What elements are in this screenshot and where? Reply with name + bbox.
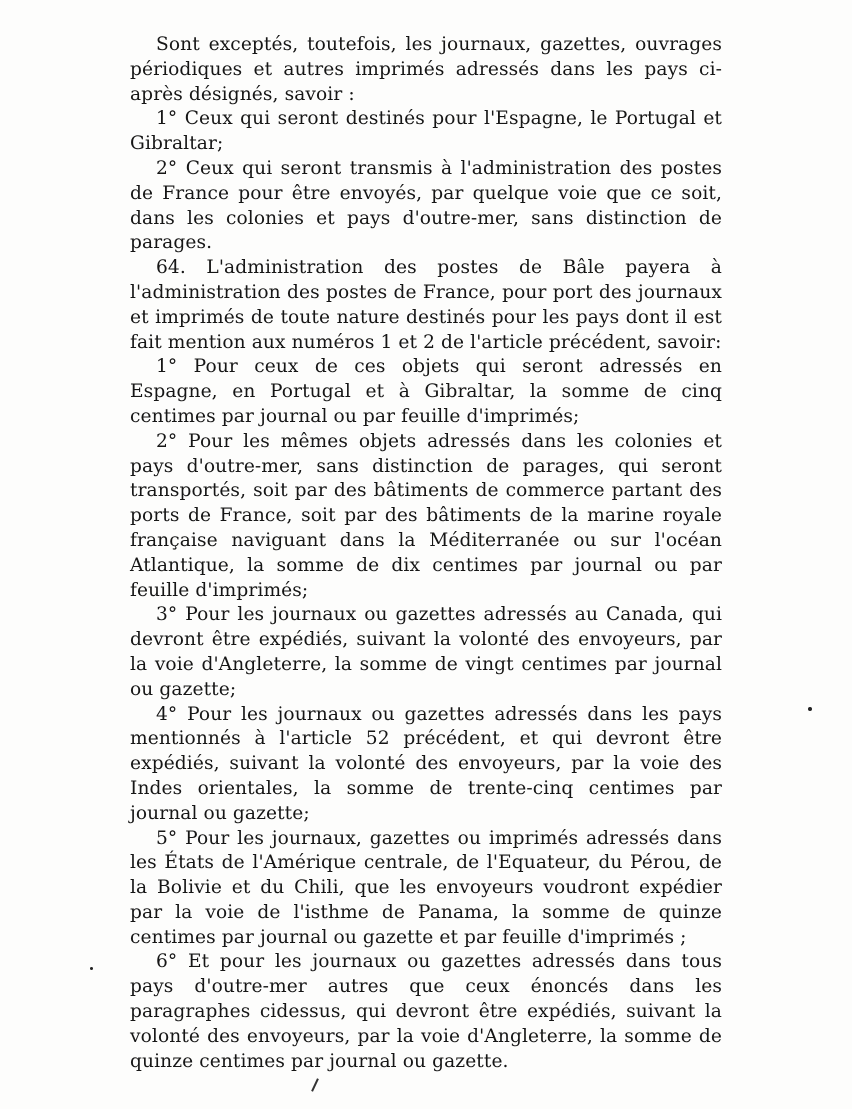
paragraph-article-64: 64. L'administration des postes de Bâle payera à l'administration des postes de France, pour port des journaux et imprimés de toute nature destinés pour les pays dont il est fait mention aux numéros 1 et 2 de l'article précédent, savoir: [130, 257, 722, 353]
scan-mark [311, 1078, 319, 1092]
paragraph-rate-4-east-indies: 4° Pour les journaux ou gazettes adressés dans les pays mentionnés à l'article 52 précédent, et qui devront être expédiés, suivant la volonté des envoyeurs, par la voie des Indes orientales, la somme de trente-cinq centimes par journal ou gazette; [130, 703, 722, 824]
paragraph-rate-6-overseas: 6° Et pour les journaux ou gazettes adressés dans tous pays d'outre-mer autres que ceux énoncés dans les paragraphes cidessus, qui devront être expédiés, suivant la volonté des envoyeurs, par la voie d'Angleterre, la somme de quinze centimes par journal ou gazette. [130, 951, 722, 1072]
paragraph-rate-3-canada: 3° Pour les journaux ou gazettes adressés au Canada, qui devront être expédiés, suivant la volonté des envoyeurs, par la voie d'Angleterre, la somme de vingt centimes par journal ou gazette; [130, 604, 722, 700]
paragraph-rate-1-spain: 1° Pour ceux de ces objets qui seront adressés en Espagne, en Portugal et à Gibraltar, la somme de cinq centimes par journal ou par feuille d'imprimés; [130, 356, 722, 427]
document-body [130, 33, 722, 1074]
ink-speck [90, 967, 93, 970]
paragraph-rate-2-colonies: 2° Pour les mêmes objets adressés dans les colonies et pays d'outre-mer, sans distinction de parages, qui seront transportés, soit par des bâtiments de commerce partant des ports de France, soit par des bâtiments de la marine royale française naviguant dans la Méditerranée ou sur l'océan Atlantique, la somme de dix centimes par journal ou par feuille d'imprimés; [130, 430, 722, 601]
paragraph-item-2-colonies: 2° Ceux qui seront transmis à l'administration des postes de France pour être envoyés, par quelque voie que ce soit, dans les colonies et pays d'outre-mer, sans distinction de parages. [130, 157, 722, 254]
paragraph-rate-5-central-america: 5° Pour les journaux, gazettes ou imprimés adressés dans les États de l'Amérique centrale, de l'Equateur, du Pérou, de la Bolivie et du Chili, que les envoyeurs voudront expédier par la voie de l'isthme de Panama, la somme de quinze centimes par journal ou gazette et par feuille d'imprimés ; [130, 827, 722, 948]
paragraph-exceptions-intro: Sont exceptés, toutefois, les journaux, gazettes, ouvrages périodiques et autres imprimés adressés dans les pays ci-après désignés, savoir : [130, 34, 722, 105]
paragraph-item-1-spain: 1° Ceux qui seront destinés pour l'Espagne, le Portugal et Gibraltar; [130, 108, 722, 155]
ink-speck [808, 707, 812, 711]
